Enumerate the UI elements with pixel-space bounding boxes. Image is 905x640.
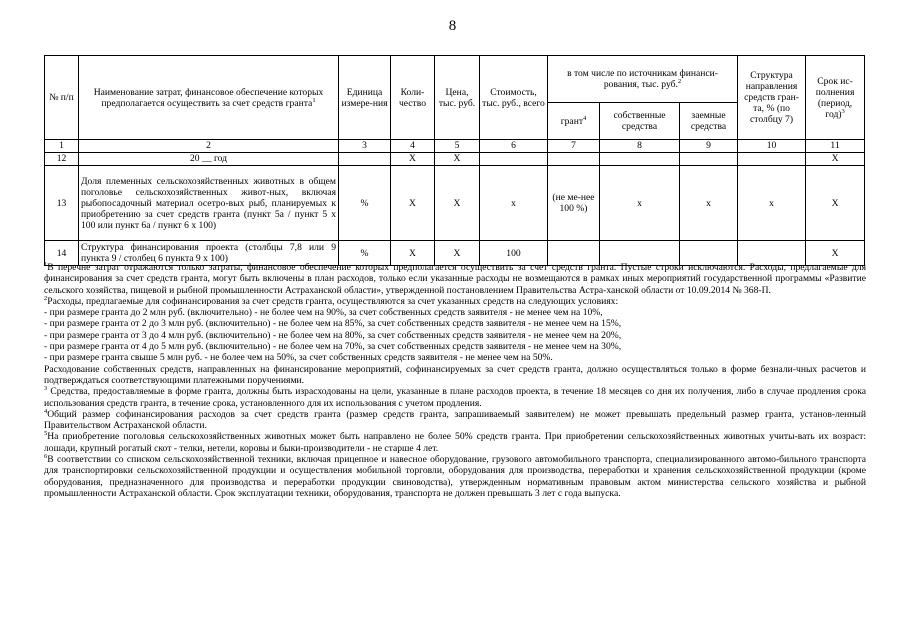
- row-num: 13: [45, 166, 79, 241]
- row-structure: [738, 153, 806, 166]
- row-term: Х: [806, 153, 865, 166]
- header-row: [45, 56, 865, 103]
- row-loan: [680, 153, 738, 166]
- row-name: 20 __ год: [79, 153, 339, 166]
- row-own: [600, 153, 680, 166]
- row-unit: %: [339, 166, 391, 241]
- row-qty: Х: [391, 153, 435, 166]
- header-own: собственные средства: [600, 103, 680, 140]
- footnote-4: $^4$Общий размер софинансирования расходов за счет средств гранта (размер средств гранта, запрашиваемый заявителем) не может превышать предельный размер гранта, установ-ленный Правительством Астраханской области.: [44, 407, 866, 432]
- row-cost: 100: [480, 241, 548, 266]
- row-name: Доля племенных сельскохозяйственных животных в общем поголовье сельскохозяйственных живот-ных, включая рыбопосадочный материал осетро-вых рыб, планируемых к приобретению за счет средств гранта (пункт 5а / пункт 5 х 100 или пункт 6а / пункт 6 х 100): [79, 166, 339, 241]
- row-grant: (не ме-нее 100 %): [548, 166, 600, 241]
- row-num: 14: [45, 241, 79, 266]
- column-number: 11: [806, 140, 865, 153]
- column-number: 1: [45, 140, 79, 153]
- header-num: № п/п: [45, 56, 79, 140]
- footnote-5: $^5$На приобретение поголовья сельскохозяйственных животных может быть направлено не более 50% средств гранта. При приобретении сельскохозяйственных животных учиты-вать их возраст: лошади, крупный рогатый скот - телки, нетели, коровы и быки-производители - не старше 4 лет.: [44, 430, 866, 454]
- column-number: 6: [480, 140, 548, 153]
- footnote-2-item: - при размере гранта до 2 млн руб. (включительно) - не более чем на 90%, за счет собственных средств заявителя - не менее чем на 10%,: [44, 307, 603, 319]
- footnote-2-item: - при размере гранта свыше 5 млн руб. - не более чем на 50%, за счет собственных средств заявителя - не менее чем на 50%.: [44, 352, 553, 364]
- column-number: 5: [435, 140, 480, 153]
- header-grant: грант$^4$: [548, 103, 600, 140]
- header-unit: Единица измере-ния: [339, 56, 391, 140]
- column-number: 9: [680, 140, 738, 153]
- header-loan: заемные средства: [680, 103, 738, 140]
- header-cost: Стоимость, тыс. руб., всего: [480, 56, 548, 140]
- footnote-1: $^1$В перечне затрат отражаются только затраты, финансовое обеспечение которых предполагается осуществить за счет средств гранта. Пустые строки исключаются. Расходы, предлагаемые для финансирования за счет средств гранта, могут быть включены в план расходов, только если указанные расходы не возмещаются в рамках иных мероприятий государственной программы «Развитие сельского хозяйства, пищевой и рыбной промышленности Астраханской области», утвержденной постановлением Правительства Астра-ханской области от 10.09.2014 № 368-П.: [44, 260, 866, 296]
- cost-plan-table: [44, 55, 865, 266]
- row-num: 12: [45, 153, 79, 166]
- footnote-2-item: - при размере гранта от 4 до 5 млн руб. (включительно) - не более чем на 70%, за счет собственных средств заявителя - не менее чем на 30%,: [44, 341, 622, 353]
- column-number: 7: [548, 140, 600, 153]
- footnote-2-item: - при размере гранта от 3 до 4 млн руб. (включительно) - не более чем на 80%, за счет собственных средств заявителя - не менее чем на 20%,: [44, 329, 622, 341]
- row-loan: х: [680, 166, 738, 241]
- footnote-2-tail: Расходование собственных средств, направленных на финансирование мероприятий, софинансируемых за счет средств гранта, должно осуществляться только в форме безнали-чных расчетов и подтверждаться соответствующими платежными поручениями.: [44, 363, 866, 386]
- row-unit: [339, 153, 391, 166]
- header-price: Цена, тыс. руб.: [435, 56, 480, 140]
- row-price: Х: [435, 241, 480, 266]
- row-unit: %: [339, 241, 391, 266]
- column-number: 10: [738, 140, 806, 153]
- header-name: Наименование затрат, финансовое обеспечение которых предполагается осуществить за счет средств гранта$^1$: [79, 56, 339, 140]
- row-cost: [480, 153, 548, 166]
- column-numbers-row: [45, 140, 865, 153]
- row-qty: Х: [391, 166, 435, 241]
- row-grant: [548, 153, 600, 166]
- row-own: х: [600, 166, 680, 241]
- header-qty: Коли-чество: [391, 56, 435, 140]
- table-row: [45, 153, 865, 166]
- footnote-3: $^3$ Средства, предоставляемые в форме гранта, должны быть израсходованы на цели, указанные в плане расходов проекта, в течение 18 месяцев со дня их получения, либо в случае продления срока использования средств гранта, в течение срока, установленного для их использования с учетом продления.: [44, 385, 866, 409]
- column-number: 2: [79, 140, 339, 153]
- row-structure: х: [738, 166, 806, 241]
- row-term: Х: [806, 241, 865, 266]
- table-row: [45, 166, 865, 241]
- column-number: 4: [391, 140, 435, 153]
- footnote-2: $^2$Расходы, предлагаемые для софинансирования за счет средств гранта, осуществляются за счет указанных средств на следующих условиях:: [44, 294, 619, 307]
- column-number: 8: [600, 140, 680, 153]
- page-number: 8: [448, 18, 457, 34]
- row-cost: х: [480, 166, 548, 241]
- row-qty: Х: [391, 241, 435, 266]
- header-sources: в том числе по источникам финанси-рования, тыс. руб.$^2$: [548, 56, 738, 103]
- row-price: Х: [435, 166, 480, 241]
- footnotes: [44, 262, 866, 499]
- footnote-2-item: - при размере гранта от 2 до 3 млн руб. (включительно) - не более чем на 85%, за счет собственных средств заявителя - не менее чем на 15%,: [44, 318, 622, 330]
- footnote-6: $^6$В соответствии со списком сельскохозяйственной техники, включая прицепное и навесное оборудование, грузового автомобильного транспорта, специализированного автомо-бильного транспорта для транспортировки сельскохозяйственной продукции и осуществления мобильной торговли, оборудования для производства, переработки и хранения сельскохозяйственной продукции (кроме оборудования, предназначенного для производства и переработки продукции свиноводства), утвержденным нормативным правовым актом министерства сельского хозяйства и рыбной промышленности Астраханской области. Срок эксплуатации техники, оборудования, транспорта не должен превышать 3 лет с года выпуска.: [44, 452, 866, 499]
- header-term: Срок ис-полнения (период, год)$^3$: [806, 56, 865, 140]
- row-term: Х: [806, 166, 865, 241]
- row-name: Структура финансирования проекта (столбцы 7,8 или 9 пункта 9 / столбец 6 пункта 9 х 100): [79, 241, 339, 266]
- column-number: 3: [339, 140, 391, 153]
- row-price: Х: [435, 153, 480, 166]
- header-structure: Структура направления средств гран-та, % (по столбцу 7): [738, 56, 806, 140]
